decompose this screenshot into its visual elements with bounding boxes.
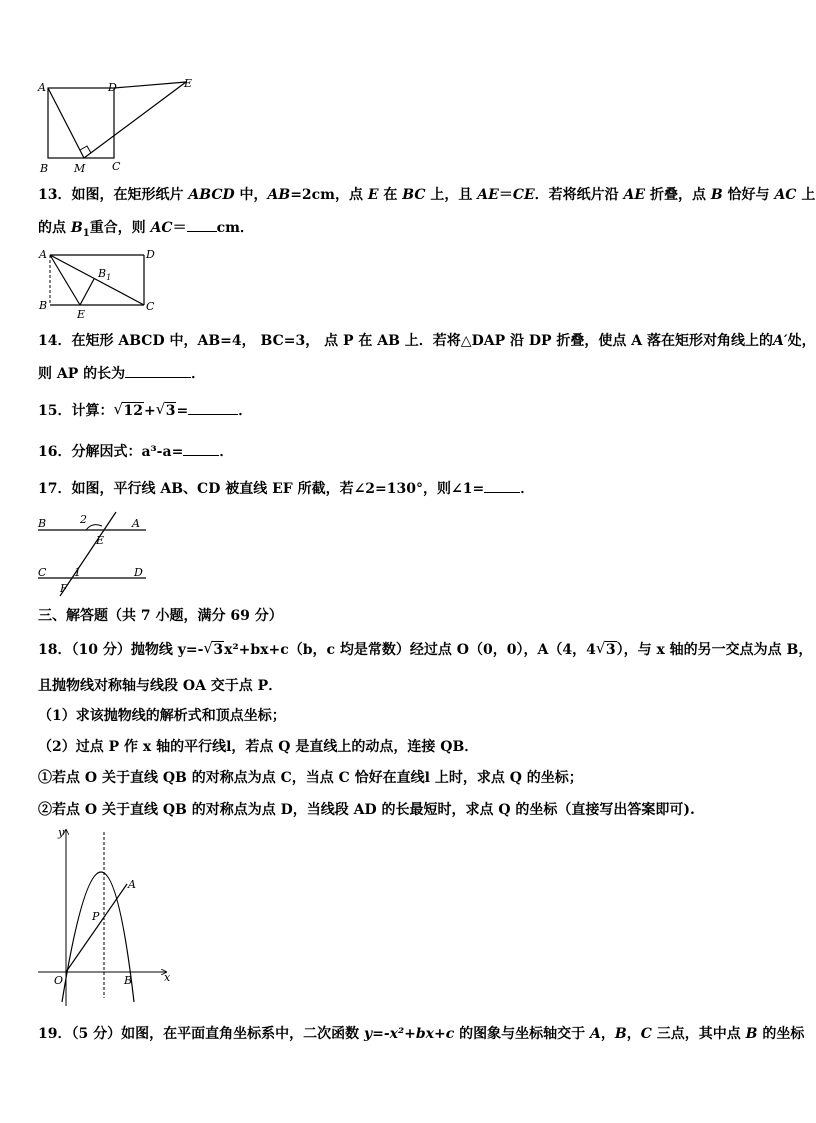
q13-text: ＝ bbox=[172, 220, 187, 236]
q13-text: =2cm，点 bbox=[290, 187, 368, 203]
q19-function: y=-x²+bx+c bbox=[363, 1026, 455, 1042]
q14-text: 则 AP 的长为 bbox=[38, 366, 126, 382]
label-f: F bbox=[60, 582, 68, 595]
q19-text: 三点，其中点 bbox=[651, 1026, 746, 1042]
q15-text-end: ． bbox=[238, 403, 253, 419]
q13-answer-blank[interactable] bbox=[187, 217, 217, 232]
q14-answer-blank[interactable] bbox=[125, 363, 191, 378]
label-e: E bbox=[96, 534, 105, 547]
q15-radicand-12: 12 bbox=[123, 403, 143, 419]
label-x: x bbox=[164, 971, 171, 984]
segment-ae-line bbox=[48, 82, 186, 88]
label-a: A bbox=[132, 517, 140, 530]
figure-q17 bbox=[36, 508, 156, 600]
q14-line1 bbox=[38, 331, 816, 351]
segment-eb1 bbox=[80, 279, 94, 305]
q15-sqrt-12: √ 12 bbox=[113, 400, 143, 419]
q19-line bbox=[38, 1024, 804, 1044]
label-y: y bbox=[58, 826, 65, 839]
right-angle-mark bbox=[80, 146, 91, 153]
label-e: E bbox=[184, 77, 193, 90]
section-3-title: 三、解答题（共 7 小题，满分 69 分） bbox=[38, 608, 283, 624]
label-a: A bbox=[39, 248, 47, 261]
q13-abcd: ABCD bbox=[188, 187, 235, 203]
segment-oa bbox=[66, 884, 127, 972]
label-m: M bbox=[74, 162, 86, 175]
angle-2-arc bbox=[86, 525, 102, 530]
q17-text-end: ． bbox=[520, 481, 535, 497]
segment-am bbox=[48, 88, 84, 158]
label-d: D bbox=[146, 248, 155, 261]
q19-comma: ， bbox=[600, 1026, 615, 1042]
q19-point-b-2: B bbox=[745, 1026, 758, 1042]
q15-equals: = bbox=[176, 403, 189, 419]
q13-text: 的点 bbox=[38, 220, 71, 236]
label-p: P bbox=[92, 910, 100, 923]
q13-text: 上，且 bbox=[425, 187, 478, 203]
q16-text-end: ． bbox=[219, 444, 234, 460]
label-b: B bbox=[39, 299, 48, 312]
label-c: C bbox=[146, 300, 155, 313]
q14-a-prime: A′ bbox=[773, 333, 788, 349]
diagonal-ac bbox=[50, 255, 144, 305]
q14-text: 14．在矩形 ABCD 中，AB=4， BC=3， 点 P 在 AB 上．若将△DAP 沿 DP 折叠，使点 A 落在矩形对角线上的 bbox=[38, 333, 774, 349]
q18-text: ），与 x 轴的另一交点为点 B， bbox=[616, 642, 813, 658]
figure-q13 bbox=[36, 245, 166, 320]
label-e: E bbox=[77, 308, 86, 321]
segment-me bbox=[84, 82, 186, 158]
label-b: B bbox=[40, 162, 49, 175]
q13-text: 13．如图，在矩形纸片 bbox=[38, 187, 189, 203]
square-abcd bbox=[48, 88, 114, 158]
q18-part2-2: ②若点 O 关于直线 QB 的对称点为点 D，当线段 AD 的长最短时，求点 Q 的坐标（直接写出答案即可). bbox=[38, 802, 695, 818]
label-1: 1 bbox=[74, 566, 81, 579]
q18-part1: （1）求该抛物线的解析式和顶点坐标； bbox=[38, 708, 286, 724]
label-c: C bbox=[38, 566, 47, 579]
q16-text: 16．分解因式：a³-a= bbox=[38, 444, 184, 460]
figure-q18 bbox=[36, 826, 176, 1016]
q15-sqrt-3: √ 3 bbox=[155, 400, 176, 419]
label-c: C bbox=[112, 160, 121, 173]
label-a: A bbox=[38, 81, 46, 94]
q19-point-b: B bbox=[614, 1026, 627, 1042]
q19-text: 的图象与坐标轴交于 bbox=[454, 1026, 591, 1042]
q18-text: 18．（10 分）抛物线 y=- bbox=[38, 642, 204, 658]
q19-text: 的坐标 bbox=[757, 1026, 805, 1042]
q18-line2: 且抛物线对称轴与线段 OA 交于点 P． bbox=[38, 678, 283, 694]
label-a: A bbox=[128, 878, 136, 891]
q17-answer-blank[interactable] bbox=[484, 478, 520, 493]
q14-text-end: ． bbox=[191, 366, 206, 382]
q19-point-a: A bbox=[590, 1026, 601, 1042]
q13-b1-sub: 1 bbox=[82, 227, 90, 239]
q19-comma: ， bbox=[626, 1026, 641, 1042]
q18-part2: （2）过点 P 作 x 轴的平行线l，若点 Q 是直线上的动点，连接 QB． bbox=[38, 739, 479, 755]
label-d: D bbox=[134, 566, 143, 579]
q17-line bbox=[38, 478, 534, 499]
q19-point-c: C bbox=[640, 1026, 652, 1042]
q18-text: x²+bx+c（b，c 均是常数）经过点 O（0，0），A（4，4 bbox=[224, 642, 596, 658]
q18-radicand: 3 bbox=[213, 642, 224, 658]
q15-radicand-3: 3 bbox=[165, 403, 176, 419]
q15-line bbox=[38, 400, 252, 421]
label-d: D bbox=[108, 81, 117, 94]
q18-part2-1: ①若点 O 关于直线 QB 的对称点为点 C，当点 C 恰好在直线l 上时，求点 Q 的坐标； bbox=[38, 770, 583, 786]
q13-text: 中， bbox=[234, 187, 268, 203]
q13-line1 bbox=[38, 185, 815, 205]
label-o: O bbox=[54, 974, 64, 987]
q13-bc: BC bbox=[402, 187, 426, 203]
q15-text: 15．计算： bbox=[38, 403, 114, 419]
q13-e: E bbox=[367, 187, 379, 203]
q13-ac: AC bbox=[774, 187, 797, 203]
q19-text: 19．（5 分）如图，在平面直角坐标系中，二次函数 bbox=[38, 1026, 364, 1042]
q16-line bbox=[38, 441, 233, 462]
q13-text: 重合，则 bbox=[89, 220, 151, 236]
q13-text: 恰好与 bbox=[722, 187, 775, 203]
label-b: B bbox=[124, 974, 133, 987]
q13-b: B bbox=[710, 187, 723, 203]
q16-answer-blank[interactable] bbox=[183, 441, 219, 456]
label-b: B bbox=[38, 517, 47, 530]
q13-ac-2: AC bbox=[150, 220, 173, 236]
q13-ce: CE bbox=[512, 187, 535, 203]
q18-sqrt-3: √ 3 bbox=[203, 639, 224, 658]
q15-plus: + bbox=[143, 403, 156, 419]
q18-sqrt-3b: √ 3 bbox=[595, 639, 616, 658]
q13-text: ．若将纸片沿 bbox=[534, 187, 624, 203]
q13-text: ＝ bbox=[498, 187, 513, 203]
label-2: 2 bbox=[80, 513, 87, 526]
q13-ae: AE bbox=[477, 187, 499, 203]
line-ef bbox=[60, 512, 116, 596]
segment-de bbox=[114, 82, 186, 88]
q13-ae-2: AE bbox=[623, 187, 646, 203]
q17-text: 17．如图，平行线 AB、CD 被直线 EF 所截，若∠2=130°，则∠1= bbox=[38, 481, 485, 497]
q13-text: 在 bbox=[378, 187, 403, 203]
q13-text: cm． bbox=[216, 220, 254, 236]
q14-text-end: 处， bbox=[787, 333, 816, 349]
q13-text: 上 bbox=[796, 187, 816, 203]
q15-answer-blank[interactable] bbox=[188, 400, 238, 415]
q13-text: 折叠，点 bbox=[645, 187, 711, 203]
q18-radicand-2: 3 bbox=[605, 642, 616, 658]
figure-q12 bbox=[36, 78, 196, 178]
q13-b1: B bbox=[70, 220, 83, 236]
q14-line2 bbox=[38, 363, 205, 384]
q13-line2 bbox=[38, 217, 254, 244]
label-b1: $B_1$ bbox=[98, 267, 112, 282]
q18-line1 bbox=[38, 640, 812, 660]
q13-ab: AB bbox=[267, 187, 291, 203]
